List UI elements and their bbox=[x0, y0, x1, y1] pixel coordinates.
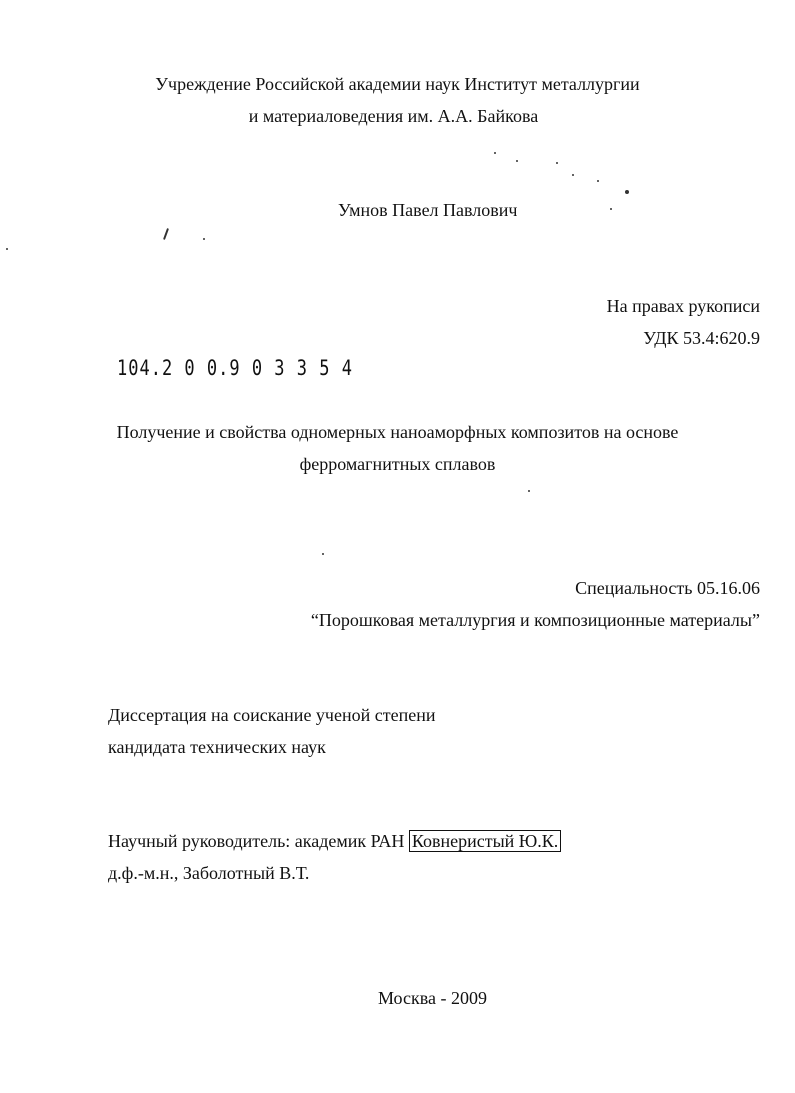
author-name: Умнов Павел Павлович bbox=[338, 200, 518, 220]
supervisor-line bbox=[108, 830, 561, 852]
scan-speck bbox=[625, 190, 629, 194]
specialty-name: “Порошковая металлургия и композиционные материалы” bbox=[310, 610, 760, 630]
scan-speck bbox=[516, 160, 518, 162]
supervisor-primary: Ковнеристый Ю.К. bbox=[409, 830, 561, 852]
degree-line-1: Диссертация на соискание ученой степени bbox=[108, 705, 436, 725]
scan-speck bbox=[203, 238, 205, 240]
specialty-code: Специальность 05.16.06 bbox=[575, 578, 760, 598]
supervisor-prefix: Научный руководитель: академик РАН bbox=[108, 831, 405, 851]
supervisor-secondary: д.ф.-м.н., Заболотный В.Т. bbox=[108, 863, 310, 883]
scan-speck bbox=[556, 162, 558, 164]
institution-line-1: Учреждение Российской академии наук Институт металлургии bbox=[155, 74, 640, 94]
scan-speck bbox=[610, 208, 612, 210]
scan-speck bbox=[6, 248, 8, 250]
thesis-title-line-2: ферромагнитных сплавов bbox=[299, 454, 496, 474]
scan-speck bbox=[494, 152, 496, 154]
manuscript-note: На правах рукописи bbox=[606, 296, 760, 316]
udc-code: УДК 53.4:620.9 bbox=[643, 328, 760, 348]
scan-speck bbox=[322, 553, 324, 555]
institution-line-2: и материаловедения им. А.А. Байкова bbox=[248, 106, 539, 126]
degree-line-2: кандидата технических наук bbox=[108, 737, 326, 757]
scan-mark bbox=[163, 228, 169, 240]
city-year: Москва - 2009 bbox=[378, 988, 487, 1008]
scan-speck bbox=[572, 174, 574, 176]
scan-speck bbox=[528, 490, 530, 492]
scan-speck bbox=[597, 180, 599, 182]
archive-stamp-number: 104.2 0 0.9 0 3 3 5 4 bbox=[117, 356, 353, 381]
thesis-title-line-1: Получение и свойства одномерных наноаморфных композитов на основе bbox=[116, 422, 679, 442]
